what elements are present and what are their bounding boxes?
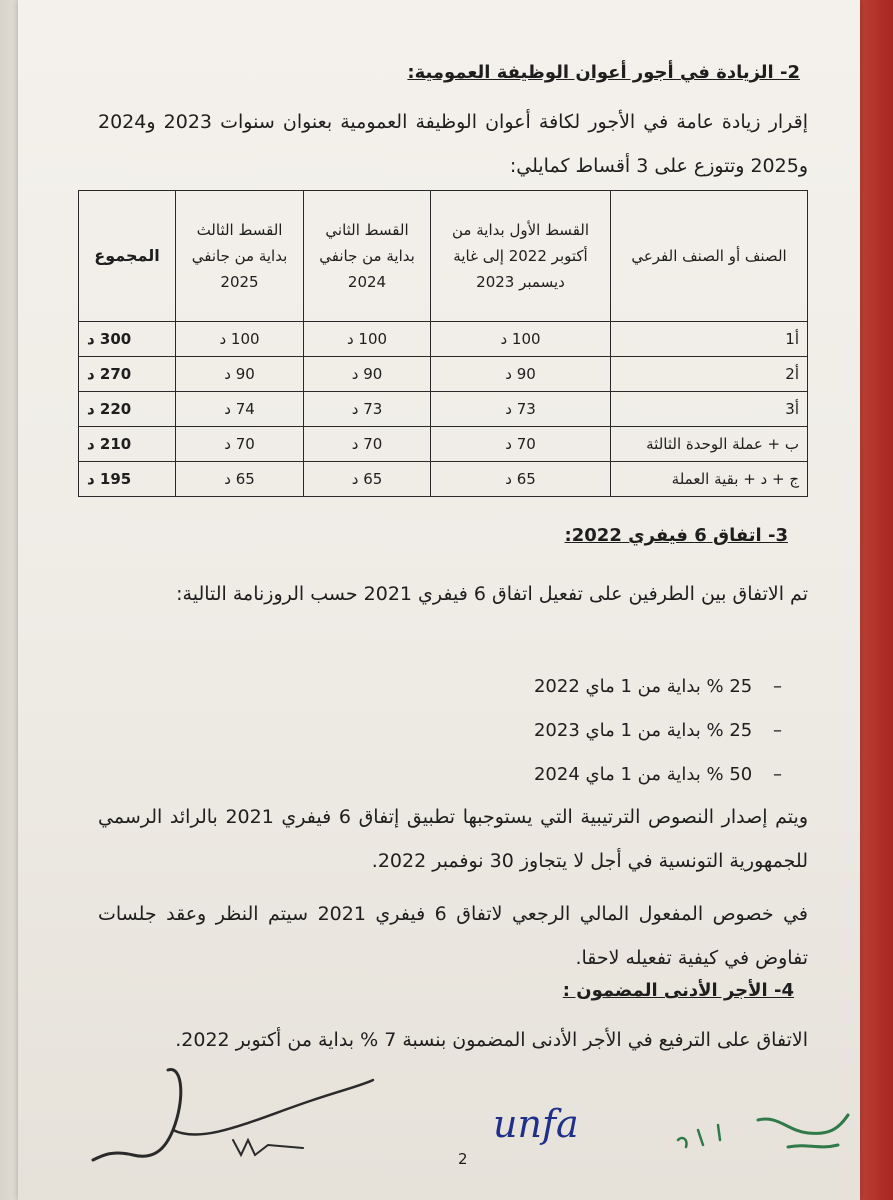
signature-middle-text: unfa (493, 1102, 579, 1146)
cell-total: 210 د (79, 427, 176, 462)
salary-table (78, 190, 808, 497)
table-row (79, 462, 808, 497)
section4-paragraph: الاتفاق على الترفيع في الأجر الأدنى المضمون بنسبة 7 % بداية من أكتوبر 2022. (175, 1029, 808, 1051)
list-item-text: 25 % بداية من 1 ماي 2023 (533, 720, 753, 741)
cell-inst1: 100 د (431, 322, 611, 357)
section3-paragraph-2: ويتم إصدار النصوص الترتيبية التي يستوجبها تطبيق إتفاق 6 فيفري 2021 بالرائد الرسمي للجمهورية التونسية في أجل لا يتجاوز 30 نوفمبر 2022. (98, 806, 808, 872)
cell-inst3: 70 د (176, 427, 304, 462)
table-row (79, 357, 808, 392)
section3-heading: 3- اتفاق 6 فيفري 2022: (564, 525, 788, 546)
header-installment-2: القسط الثاني بداية من جانفي 2024 (304, 191, 431, 322)
list-item (534, 709, 782, 753)
list-item (534, 665, 782, 709)
cell-total: 300 د (79, 322, 176, 357)
table-row (79, 322, 808, 357)
cell-inst3: 100 د (176, 322, 304, 357)
cell-inst2: 70 د (304, 427, 431, 462)
list-item (534, 753, 782, 797)
cell-inst3: 65 د (176, 462, 304, 497)
table-header-row (79, 191, 808, 322)
cell-inst3: 74 د (176, 392, 304, 427)
cell-inst1: 65 د (431, 462, 611, 497)
cell-category: ج + د + بقية العملة (611, 462, 808, 497)
list-item-text: 50 % بداية من 1 ماي 2024 (533, 764, 753, 785)
section2-heading: 2- الزيادة في أجور أعوان الوظيفة العمومية: (407, 62, 800, 83)
document-page (18, 0, 860, 1200)
cell-inst2: 65 د (304, 462, 431, 497)
schedule-list (534, 665, 782, 797)
header-category: الصنف أو الصنف الفرعي (611, 191, 808, 322)
cell-category: أ2 (611, 357, 808, 392)
cell-total: 220 د (79, 392, 176, 427)
cell-inst2: 100 د (304, 322, 431, 357)
header-installment-3: القسط الثالث بداية من جانفي 2025 (176, 191, 304, 322)
table-row (79, 392, 808, 427)
signature-middle (488, 1095, 638, 1155)
cell-category: أ1 (611, 322, 808, 357)
signature-left (73, 1060, 383, 1170)
cell-inst1: 90 د (431, 357, 611, 392)
dash-bullet: – (773, 764, 782, 785)
table-row (79, 427, 808, 462)
cell-inst3: 90 د (176, 357, 304, 392)
section3-paragraph-3: في خصوص المفعول المالي الرجعي لاتفاق 6 فيفري 2021 سيتم النظر وعقد جلسات تفاوض في كيفية تفعيله لاحقا. (98, 903, 808, 969)
cell-category: ب + عملة الوحدة الثالثة (611, 427, 808, 462)
header-total: المجموع (79, 191, 176, 322)
section3-paragraph-1: تم الاتفاق بين الطرفين على تفعيل اتفاق 6 فيفري 2021 حسب الروزنامة التالية: (176, 583, 808, 605)
cell-inst1: 73 د (431, 392, 611, 427)
cell-inst1: 70 د (431, 427, 611, 462)
cell-total: 195 د (79, 462, 176, 497)
signature-right (658, 1095, 858, 1175)
page-number: 2 (458, 1150, 468, 1168)
cell-inst2: 90 د (304, 357, 431, 392)
section4-heading: 4- الأجر الأدنى المضمون : (562, 980, 794, 1001)
dash-bullet: – (773, 676, 782, 697)
section2-paragraph: إقرار زيادة عامة في الأجور لكافة أعوان الوظيفة العمومية بعنوان سنوات 2023 و2024 و2025 وتتوزع على 3 أقساط كمايلي: (98, 111, 809, 177)
cell-category: أ3 (611, 392, 808, 427)
cell-total: 270 د (79, 357, 176, 392)
header-installment-1: القسط الأول بداية من أكتوبر 2022 إلى غاية ديسمبر 2023 (431, 191, 611, 322)
cell-inst2: 73 د (304, 392, 431, 427)
list-item-text: 25 % بداية من 1 ماي 2022 (533, 676, 753, 697)
dash-bullet: – (773, 720, 782, 741)
